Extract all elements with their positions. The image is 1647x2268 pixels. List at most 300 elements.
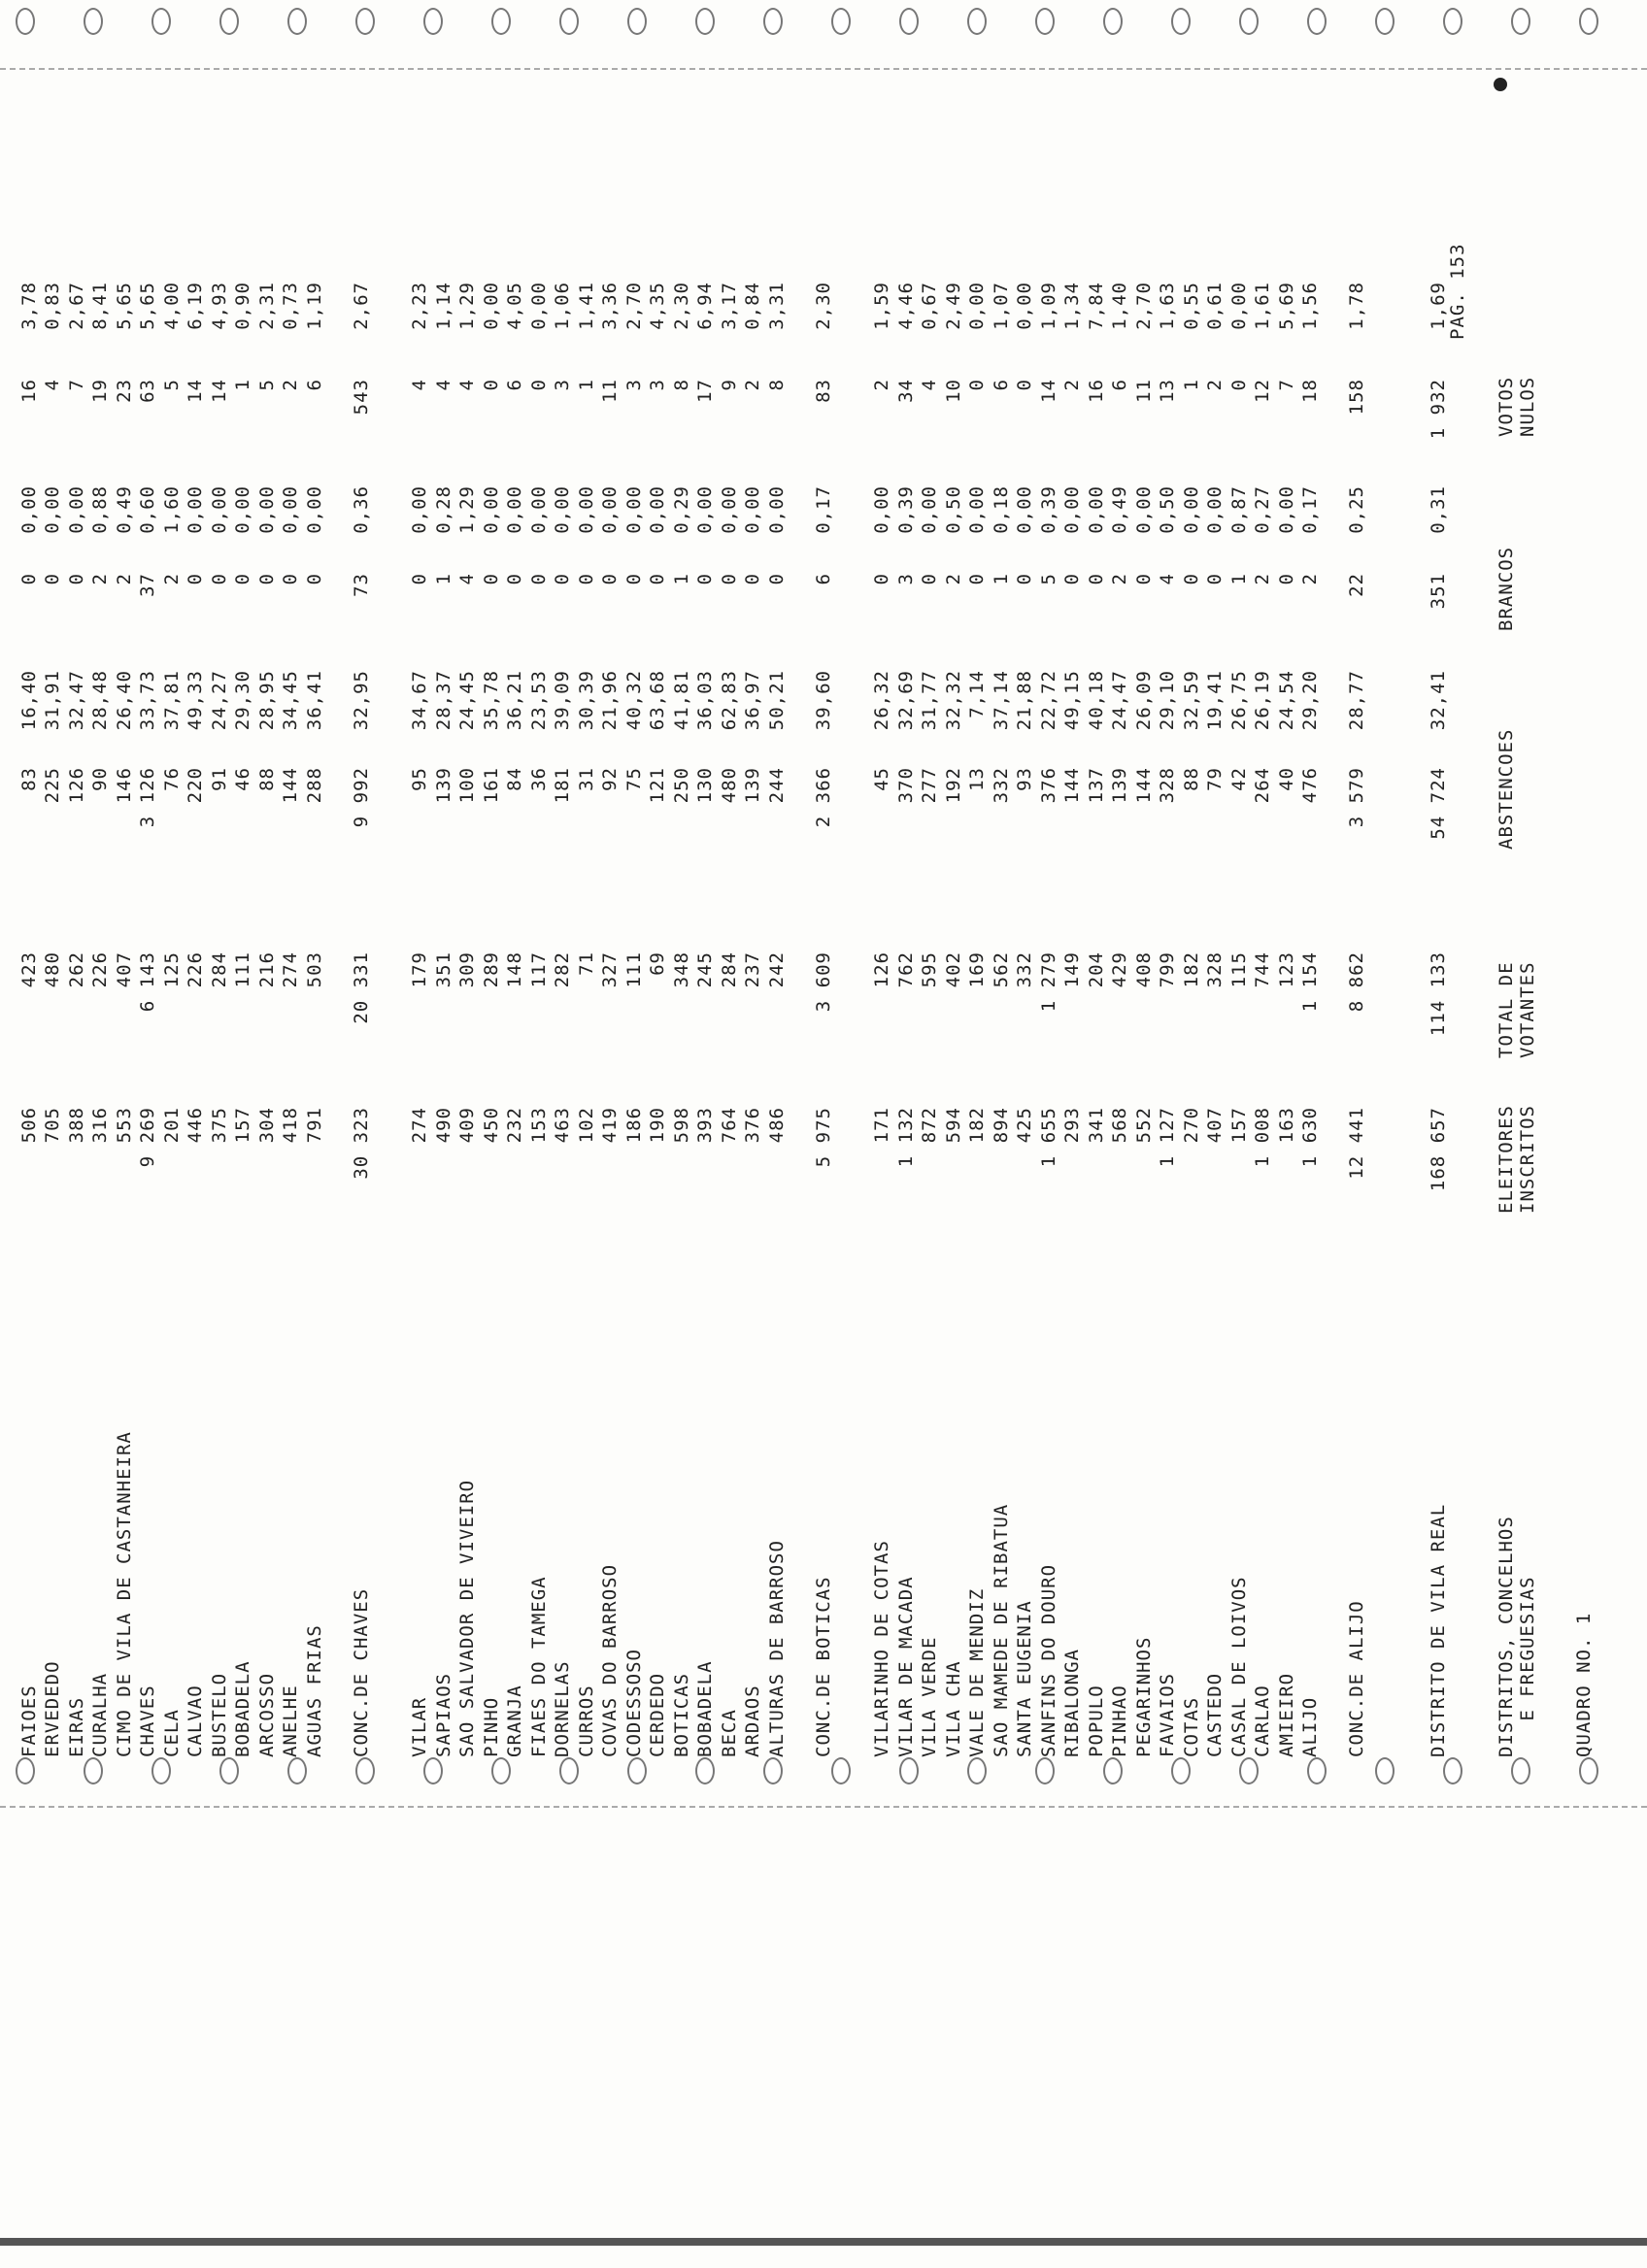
- cell-name: CELA: [160, 1709, 183, 1757]
- cell-brancos: 0: [280, 573, 301, 585]
- cell-nulos: 3: [622, 379, 645, 391]
- cell-brancos: 3: [894, 573, 917, 585]
- cell-abstencoes: 100: [456, 767, 478, 804]
- cell-eleitores: 1 655: [1037, 1107, 1059, 1168]
- cell-nulos: 12: [1252, 379, 1273, 403]
- feed-hole: [355, 1757, 375, 1784]
- cell-name: VALE DE MENDIZ: [966, 1587, 988, 1757]
- cell-abstencoes: 370: [894, 767, 917, 804]
- cell-name: AGUAS FRIAS: [303, 1624, 325, 1757]
- cell-brancos: 0: [409, 573, 430, 585]
- cell-nulos: 1: [575, 379, 597, 391]
- cell-eleitores: 594: [942, 1107, 964, 1144]
- cell-name: FAVAIOS: [1157, 1672, 1178, 1757]
- cell-eleitores: 486: [765, 1107, 788, 1144]
- feed-hole: [151, 1757, 171, 1784]
- cell-abstencoes-pct: 28,37: [432, 670, 454, 731]
- cell-abstencoes-pct: 26,32: [871, 670, 892, 731]
- feed-hole: [423, 8, 443, 35]
- cell-brancos: 37: [137, 573, 158, 597]
- cell-name: VILA CHA: [942, 1660, 964, 1757]
- feed-hole: [1511, 8, 1530, 35]
- cell-nulos-pct: 1,09: [1037, 282, 1059, 330]
- cell-abstencoes: 79: [1204, 767, 1226, 791]
- cell-name: SANFINS DO DOURO: [1037, 1563, 1059, 1757]
- cell-abstencoes-pct: 28,77: [1346, 670, 1367, 731]
- cell-nulos: 34: [894, 379, 917, 403]
- cell-brancos-pct: 0,36: [350, 485, 372, 534]
- cell-nulos-pct: 3,17: [718, 282, 740, 330]
- cell-eleitores: 553: [113, 1107, 135, 1144]
- cell-abstencoes: 121: [647, 767, 668, 804]
- cell-brancos: 0: [622, 573, 645, 585]
- cell-abstencoes-pct: 16,40: [17, 670, 40, 731]
- cell-brancos: 0: [1204, 573, 1226, 585]
- cell-nulos: 17: [694, 379, 716, 403]
- cell-brancos: 2: [1299, 573, 1321, 585]
- cell-abstencoes: 288: [303, 767, 325, 804]
- cell-votantes: 245: [694, 951, 716, 988]
- cell-abstencoes: 144: [1132, 767, 1155, 804]
- cell-brancos-pct: 0,28: [432, 485, 454, 534]
- cell-brancos-pct: 0,00: [280, 485, 301, 534]
- cell-brancos: 4: [1157, 573, 1178, 585]
- cell-votantes: 149: [1061, 951, 1083, 988]
- cell-brancos-pct: 0,17: [1299, 485, 1321, 534]
- cell-abstencoes-pct: 19,41: [1204, 670, 1226, 731]
- cell-brancos: 0: [527, 573, 550, 585]
- cell-brancos: 0: [694, 573, 716, 585]
- cell-abstencoes-pct: 28,48: [89, 670, 111, 731]
- cell-votantes: 284: [208, 951, 230, 988]
- cell-name: ALTURAS DE BARROSO: [765, 1540, 788, 1757]
- cell-brancos: 0: [871, 573, 892, 585]
- cell-nulos: 2: [1061, 379, 1083, 391]
- cell-brancos: 0: [1275, 573, 1297, 585]
- cell-abstencoes-pct: 34,45: [280, 670, 301, 731]
- cell-abstencoes: 277: [919, 767, 940, 804]
- cell-eleitores: 388: [65, 1107, 87, 1144]
- cell-name: VILA VERDE: [919, 1636, 940, 1757]
- cell-nulos-pct: 4,00: [160, 282, 183, 330]
- cell-brancos: 0: [504, 573, 525, 585]
- cell-eleitores: 157: [232, 1107, 253, 1144]
- cell-brancos: 2: [113, 573, 135, 585]
- cell-brancos: 0: [480, 573, 502, 585]
- cell-nulos-pct: 0,83: [42, 282, 63, 330]
- cell-brancos-pct: 0,50: [942, 485, 964, 534]
- cell-nulos-pct: 0,61: [1204, 282, 1226, 330]
- cell-abstencoes: 144: [280, 767, 301, 804]
- cell-abstencoes-pct: 39,60: [812, 670, 834, 731]
- cell-votantes: 402: [942, 951, 964, 988]
- feed-hole: [84, 8, 103, 35]
- cell-brancos-pct: 0,39: [894, 485, 917, 534]
- cell-name: BOBADELA: [232, 1660, 253, 1757]
- cell-nulos-pct: 0,67: [919, 282, 940, 330]
- cell-eleitores: 418: [280, 1107, 301, 1144]
- cell-brancos: 2: [1109, 573, 1130, 585]
- feed-hole: [1307, 8, 1327, 35]
- cell-brancos: 351: [1428, 573, 1449, 610]
- cell-brancos-pct: 0,00: [1180, 485, 1202, 534]
- cell-abstencoes-pct: 40,18: [1085, 670, 1107, 731]
- feed-hole: [1307, 1757, 1327, 1784]
- cell-name: CASTEDO: [1204, 1672, 1226, 1757]
- cell-votantes: 407: [113, 951, 135, 988]
- cell-votantes: 274: [280, 951, 301, 988]
- cell-nulos-pct: 1,14: [432, 282, 454, 330]
- cell-eleitores: 270: [1180, 1107, 1202, 1144]
- quadro-label: QUADRO NO. 1: [1573, 1612, 1595, 1757]
- cell-name: BOTICAS: [670, 1672, 692, 1757]
- cell-eleitores: 450: [480, 1107, 502, 1144]
- cell-abstencoes: 45: [871, 767, 892, 791]
- cell-nulos-pct: 4,46: [894, 282, 917, 330]
- cell-name: FAIOES: [17, 1684, 40, 1757]
- cell-votantes: 282: [552, 951, 573, 988]
- cell-eleitores: 30 323: [350, 1107, 372, 1180]
- cell-name: CURALHA: [89, 1672, 111, 1757]
- cell-nulos-pct: 1,06: [552, 282, 573, 330]
- cell-eleitores: 1 132: [894, 1107, 917, 1168]
- cell-brancos-pct: 0,00: [1014, 485, 1035, 534]
- cell-nulos-pct: 8,41: [89, 282, 111, 330]
- cell-abstencoes: 220: [185, 767, 206, 804]
- feed-hole: [967, 1757, 987, 1784]
- cell-votantes: 8 862: [1346, 951, 1367, 1013]
- cell-brancos-pct: 0,00: [208, 485, 230, 534]
- cell-brancos: 2: [1252, 573, 1273, 585]
- cell-nulos: 18: [1299, 379, 1321, 403]
- feed-hole: [1035, 1757, 1055, 1784]
- cell-abstencoes-pct: 29,10: [1157, 670, 1178, 731]
- cell-votantes: 20 331: [350, 951, 372, 1024]
- cell-abstencoes: 91: [208, 767, 230, 791]
- cell-name: DISTRITO DE VILA REAL: [1428, 1503, 1449, 1757]
- cell-brancos-pct: 0,00: [1085, 485, 1107, 534]
- col-header-name: DISTRITOS, CONCELHOS E FREGUESIAS: [1496, 1516, 1538, 1757]
- cell-votantes: 226: [185, 951, 206, 988]
- cell-abstencoes-pct: 29,20: [1299, 670, 1321, 731]
- feed-hole: [831, 8, 851, 35]
- cell-nulos: 6: [504, 379, 525, 391]
- cell-eleitores: 376: [742, 1107, 763, 1144]
- cell-abstencoes: 75: [622, 767, 645, 791]
- cell-brancos-pct: 0,00: [1061, 485, 1083, 534]
- cell-eleitores: 190: [647, 1107, 668, 1144]
- cell-votantes: 125: [160, 951, 183, 988]
- cell-abstencoes-pct: 32,95: [350, 670, 372, 731]
- cell-abstencoes-pct: 41,81: [670, 670, 692, 731]
- cell-abstencoes: 42: [1227, 767, 1250, 791]
- col-header-eleitores: ELEITORES INSCRITOS: [1496, 1105, 1538, 1214]
- cell-abstencoes-pct: 49,33: [185, 670, 206, 731]
- cell-brancos-pct: 0,00: [742, 485, 763, 534]
- cell-votantes: 1 279: [1037, 951, 1059, 1013]
- cell-votantes: 262: [65, 951, 87, 988]
- cell-nulos: 2: [742, 379, 763, 391]
- cell-name: ALIJO: [1299, 1696, 1321, 1757]
- cell-name: CERDEDO: [647, 1672, 668, 1757]
- cell-eleitores: 186: [622, 1107, 645, 1144]
- cell-name: CODESSOSO: [622, 1649, 645, 1757]
- cell-abstencoes-pct: 32,32: [942, 670, 964, 731]
- cell-abstencoes: 192: [942, 767, 964, 804]
- col-header-votantes: TOTAL DE VOTANTES: [1496, 961, 1538, 1058]
- cell-abstencoes: 2 366: [812, 767, 834, 828]
- cell-name: COVAS DO BARROSO: [599, 1563, 621, 1757]
- cell-abstencoes: 264: [1252, 767, 1273, 804]
- cell-nulos: 16: [1085, 379, 1107, 403]
- cell-eleitores: 168 657: [1428, 1107, 1449, 1192]
- cell-nulos: 7: [1275, 379, 1297, 391]
- cell-abstencoes-pct: 24,47: [1109, 670, 1130, 731]
- cell-abstencoes: 88: [255, 767, 278, 791]
- col-header-abstencoes: ABSTENCOES: [1496, 728, 1517, 850]
- cell-nulos-pct: 4,05: [504, 282, 525, 330]
- cell-votantes: 71: [575, 951, 597, 976]
- cell-brancos-pct: 0,00: [575, 485, 597, 534]
- cell-nulos-pct: 0,73: [280, 282, 301, 330]
- cell-nulos: 16: [17, 379, 40, 403]
- cell-abstencoes: 139: [742, 767, 763, 804]
- cell-nulos-pct: 6,94: [694, 282, 716, 330]
- cell-votantes: 169: [966, 951, 988, 988]
- cell-votantes: 351: [432, 951, 454, 988]
- cell-votantes: 69: [647, 951, 668, 976]
- cell-eleitores: 171: [871, 1107, 892, 1144]
- cell-nulos: 2: [1204, 379, 1226, 391]
- cell-nulos: 11: [599, 379, 621, 403]
- cell-name: CARLAO: [1252, 1684, 1273, 1757]
- feed-hole: [1511, 1757, 1530, 1784]
- cell-abstencoes-pct: 24,45: [456, 670, 478, 731]
- cell-brancos-pct: 0,00: [255, 485, 278, 534]
- cell-brancos: 0: [742, 573, 763, 585]
- cell-abstencoes: 88: [1180, 767, 1202, 791]
- cell-nulos-pct: 5,65: [137, 282, 158, 330]
- cell-name: PINHAO: [1109, 1684, 1130, 1757]
- feed-hole: [967, 8, 987, 35]
- feed-hole: [899, 8, 919, 35]
- cell-nulos: 14: [1037, 379, 1059, 403]
- cell-nulos-pct: 3,31: [765, 282, 788, 330]
- cell-eleitores: 201: [160, 1107, 183, 1144]
- cell-abstencoes-pct: 32,47: [65, 670, 87, 731]
- cell-nulos: 13: [1157, 379, 1178, 403]
- cell-brancos: 0: [1061, 573, 1083, 585]
- col-header-nulos: VOTOS NULOS: [1496, 376, 1538, 437]
- cell-votantes: 332: [1014, 951, 1035, 988]
- cell-abstencoes-pct: 31,77: [919, 670, 940, 731]
- cell-nulos: 2: [280, 379, 301, 391]
- cell-brancos-pct: 0,00: [647, 485, 668, 534]
- cell-name: RIBALONGA: [1061, 1649, 1083, 1757]
- cell-votantes: 595: [919, 951, 940, 988]
- cell-brancos: 0: [765, 573, 788, 585]
- cell-votantes: 408: [1132, 951, 1155, 988]
- cell-brancos-pct: 0,00: [718, 485, 740, 534]
- cell-brancos-pct: 0,00: [1275, 485, 1297, 534]
- cell-abstencoes: 76: [160, 767, 183, 791]
- cell-abstencoes-pct: 24,27: [208, 670, 230, 731]
- cell-nulos-pct: 2,31: [255, 282, 278, 330]
- cell-abstencoes: 9 992: [350, 767, 372, 828]
- cell-nulos: 8: [670, 379, 692, 391]
- cell-brancos-pct: 0,00: [232, 485, 253, 534]
- feed-hole: [16, 8, 35, 35]
- cell-nulos-pct: 2,23: [409, 282, 430, 330]
- cell-eleitores: 9 269: [137, 1107, 158, 1168]
- cell-abstencoes: 95: [409, 767, 430, 791]
- cell-nulos: 83: [812, 379, 834, 403]
- cell-nulos-pct: 2,70: [622, 282, 645, 330]
- feed-hole: [84, 1757, 103, 1784]
- cell-name: AMIEIRO: [1275, 1672, 1297, 1757]
- feed-hole: [695, 8, 715, 35]
- rotated-printout: [17, 165, 1647, 1757]
- cell-brancos-pct: 0,25: [1346, 485, 1367, 534]
- cell-nulos-pct: 3,78: [17, 282, 40, 330]
- cell-brancos-pct: 1,60: [160, 485, 183, 534]
- cell-name: POPULO: [1085, 1684, 1107, 1757]
- cell-name: PINHO: [480, 1696, 502, 1757]
- cell-eleitores: 102: [575, 1107, 597, 1144]
- cell-brancos: 0: [647, 573, 668, 585]
- cell-abstencoes-pct: 23,53: [527, 670, 550, 731]
- cell-votantes: 226: [89, 951, 111, 988]
- cell-eleitores: 375: [208, 1107, 230, 1144]
- cell-eleitores: 506: [17, 1107, 40, 1144]
- cell-brancos-pct: 0,00: [765, 485, 788, 534]
- cell-abstencoes-pct: 37,81: [160, 670, 183, 731]
- feed-hole: [559, 1757, 579, 1784]
- cell-brancos-pct: 0,00: [919, 485, 940, 534]
- feed-hole: [1375, 8, 1395, 35]
- cell-brancos: 1: [990, 573, 1012, 585]
- cell-eleitores: 705: [42, 1107, 63, 1144]
- feed-hole: [627, 8, 647, 35]
- cell-abstencoes-pct: 36,41: [303, 670, 325, 731]
- feed-hole: [287, 1757, 307, 1784]
- perforation-line-bottom: [0, 1806, 1647, 1808]
- cell-abstencoes-pct: 39,09: [552, 670, 573, 731]
- cell-abstencoes: 36: [527, 767, 550, 791]
- feed-hole: [219, 1757, 239, 1784]
- cell-eleitores: 5 975: [812, 1107, 834, 1168]
- cell-nulos-pct: 2,70: [1132, 282, 1155, 330]
- cell-brancos: 1: [432, 573, 454, 585]
- cell-brancos-pct: 0,00: [552, 485, 573, 534]
- cell-votantes: 503: [303, 951, 325, 988]
- cell-nulos-pct: 0,55: [1180, 282, 1202, 330]
- cell-brancos-pct: 0,49: [113, 485, 135, 534]
- cell-name: CONC.DE CHAVES: [350, 1587, 372, 1757]
- feed-hole: [1171, 8, 1191, 35]
- cell-abstencoes: 31: [575, 767, 597, 791]
- cell-nulos: 4: [42, 379, 63, 391]
- cell-nulos: 0: [480, 379, 502, 391]
- cell-abstencoes-pct: 7,14: [966, 670, 988, 718]
- cell-brancos: 22: [1346, 573, 1367, 597]
- cell-eleitores: 764: [718, 1107, 740, 1144]
- cell-eleitores: 490: [432, 1107, 454, 1144]
- cell-abstencoes-pct: 26,19: [1252, 670, 1273, 731]
- cell-votantes: 6 143: [137, 951, 158, 1013]
- feed-hole: [1103, 1757, 1123, 1784]
- cell-nulos-pct: 5,65: [113, 282, 135, 330]
- cell-abstencoes-pct: 62,83: [718, 670, 740, 731]
- cell-abstencoes: 13: [966, 767, 988, 791]
- cell-nulos: 2: [871, 379, 892, 391]
- cell-name: VILARINHO DE COTAS: [871, 1540, 892, 1757]
- cell-votantes: 348: [670, 951, 692, 988]
- cell-abstencoes: 54 724: [1428, 767, 1449, 840]
- cell-votantes: 204: [1085, 951, 1107, 988]
- cell-votantes: 114 133: [1428, 951, 1449, 1037]
- cell-name: ARCOSSO: [255, 1672, 278, 1757]
- feed-hole: [899, 1757, 919, 1784]
- cell-name: ERVEDEDO: [42, 1660, 63, 1757]
- cell-brancos-pct: 0,18: [990, 485, 1012, 534]
- cell-votantes: 429: [1109, 951, 1130, 988]
- cell-votantes: 762: [894, 951, 917, 988]
- cell-brancos: 73: [350, 573, 372, 597]
- cell-nulos: 6: [303, 379, 325, 391]
- cell-nulos: 7: [65, 379, 87, 391]
- cell-abstencoes-pct: 32,69: [894, 670, 917, 731]
- feed-hole: [695, 1757, 715, 1784]
- cell-abstencoes-pct: 21,88: [1014, 670, 1035, 731]
- cell-name: FIAES DO TAMEGA: [527, 1576, 550, 1757]
- feed-hole: [763, 1757, 783, 1784]
- cell-nulos: 5: [160, 379, 183, 391]
- cell-nulos-pct: 1,41: [575, 282, 597, 330]
- cell-votantes: 289: [480, 951, 502, 988]
- cell-abstencoes-pct: 40,32: [622, 670, 645, 731]
- cell-abstencoes: 93: [1014, 767, 1035, 791]
- feed-hole: [1579, 1757, 1598, 1784]
- cell-abstencoes: 83: [17, 767, 40, 791]
- cell-brancos-pct: 0,39: [1037, 485, 1059, 534]
- cell-abstencoes: 376: [1037, 767, 1059, 804]
- cell-brancos: 5: [1037, 573, 1059, 585]
- cell-votantes: 309: [456, 951, 478, 988]
- cell-brancos: 0: [185, 573, 206, 585]
- cell-nulos-pct: 3,36: [599, 282, 621, 330]
- cell-eleitores: 293: [1061, 1107, 1083, 1144]
- feed-hole: [1103, 8, 1123, 35]
- cell-brancos: 2: [160, 573, 183, 585]
- feed-hole: [151, 8, 171, 35]
- feed-hole: [491, 8, 511, 35]
- cell-name: DORNELAS: [552, 1660, 573, 1757]
- cell-brancos: 0: [552, 573, 573, 585]
- cell-eleitores: 425: [1014, 1107, 1035, 1144]
- cell-brancos-pct: 0,17: [812, 485, 834, 534]
- cell-brancos-pct: 0,00: [622, 485, 645, 534]
- cell-votantes: 117: [527, 951, 550, 988]
- cell-votantes: 3 609: [812, 951, 834, 1013]
- cell-abstencoes: 84: [504, 767, 525, 791]
- cell-brancos-pct: 0,00: [303, 485, 325, 534]
- cell-name: VILAR: [409, 1696, 430, 1757]
- cell-abstencoes-pct: 26,40: [113, 670, 135, 731]
- cell-abstencoes: 146: [113, 767, 135, 804]
- cell-brancos: 0: [17, 573, 40, 585]
- page-number: PAG. 153: [1447, 243, 1468, 340]
